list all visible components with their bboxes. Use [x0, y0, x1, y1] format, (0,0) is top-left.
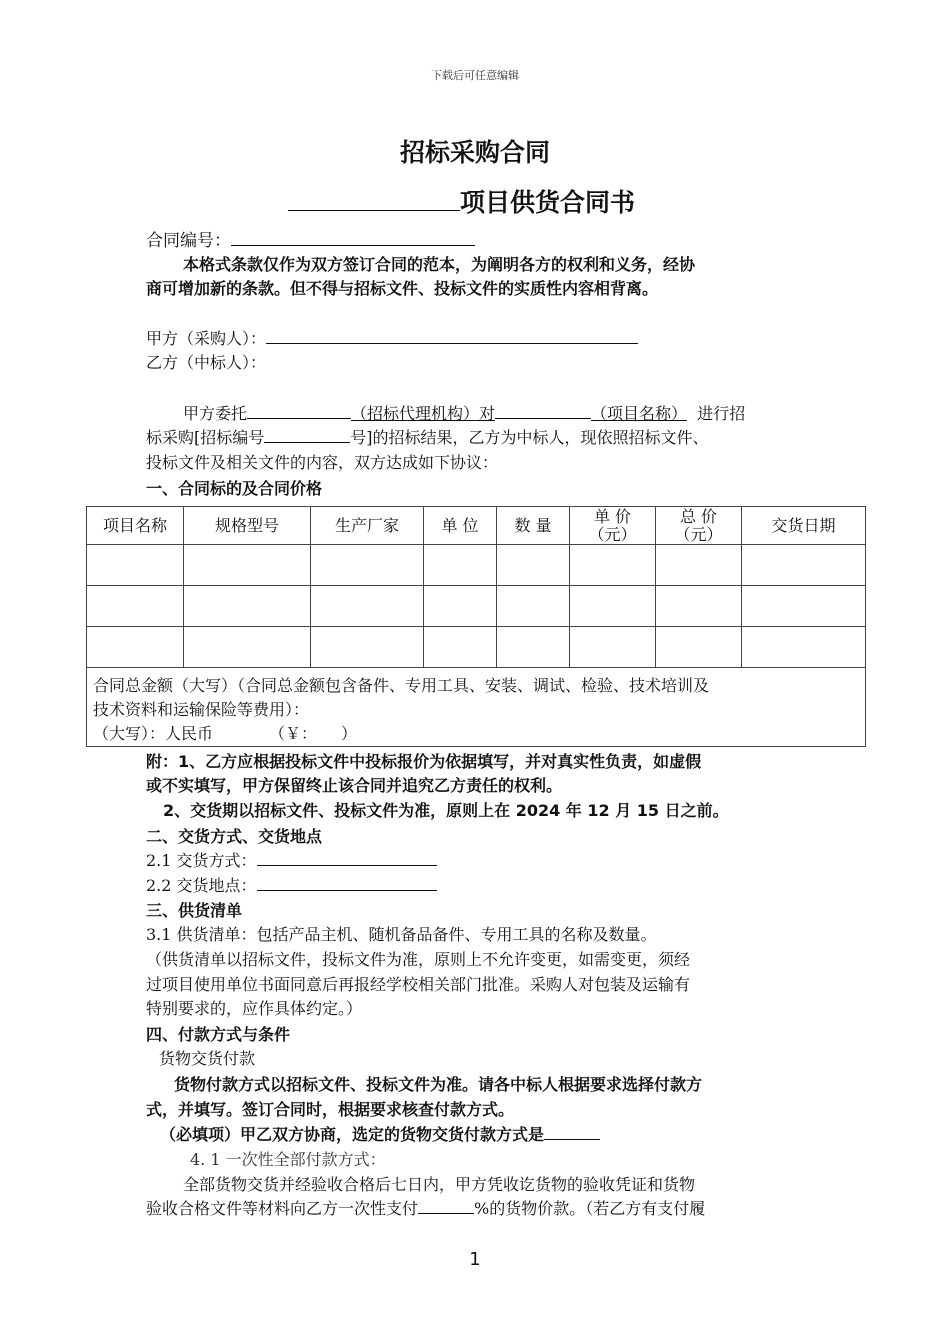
page-header: 下载后可任意编辑 — [431, 69, 519, 82]
table-cell[interactable] — [570, 627, 656, 668]
delivery-method-label: 2.1 交货方式： — [146, 851, 257, 870]
table-cell[interactable] — [742, 586, 866, 627]
entrust-text-a: 甲方委托 — [183, 404, 248, 423]
entrust-text-c: （项目名称） — [591, 404, 688, 423]
total-text-3: （大写）：人民币 （￥： ） — [93, 724, 358, 743]
notice-line-2: 商可增加新的条款。但不得与招标文件、投标文件的实质性内容相背离。 — [146, 279, 659, 298]
delivery-place-line — [146, 873, 437, 896]
agency-blank[interactable] — [247, 402, 351, 419]
payment-choice-line — [160, 1122, 600, 1145]
header-total-price: 总 价 （元） — [656, 507, 742, 545]
entrust-text-f: 号]的招标结果，乙方为中标人，现依照招标文件、 — [350, 428, 709, 447]
entrust-text-d: 进行招 — [697, 404, 746, 423]
table-cell[interactable] — [742, 545, 866, 586]
header-spec-model: 规格型号 — [184, 507, 311, 545]
table-cell[interactable] — [311, 627, 424, 668]
contract-number-blank[interactable] — [231, 228, 475, 246]
entrust-line-2 — [146, 425, 709, 448]
table-cell[interactable] — [424, 545, 497, 586]
delivery-method-line — [146, 848, 437, 871]
table-total-row — [87, 668, 866, 747]
table-cell[interactable] — [497, 545, 570, 586]
payment-detail-line-1: 全部货物交货并经验收合格后七日内，甲方凭收讫货物的验收凭证和货物 — [183, 1175, 696, 1194]
table-cell[interactable] — [742, 627, 866, 668]
note-2: 2、交货期以招标文件、投标文件为准，原则上在 2024 年 12 月 15 日之前。 — [163, 801, 729, 820]
entrust-text-b: （招标代理机构）对 — [351, 404, 496, 423]
party-a-line — [146, 326, 638, 349]
payment-choice-label: （必填项）甲乙双方协商，选定的货物交货付款方式是 — [160, 1125, 545, 1144]
section-1-heading: 一、合同标的及合同价格 — [146, 479, 323, 498]
table-cell[interactable] — [184, 586, 311, 627]
table-cell[interactable] — [184, 545, 311, 586]
project-name-blank[interactable] — [288, 185, 460, 211]
payment-detail-line-2 — [146, 1196, 705, 1219]
payment-percent-blank[interactable] — [418, 1197, 474, 1214]
table-cell[interactable] — [87, 586, 184, 627]
entrust-text-e: 标采购[招标编号 — [146, 428, 265, 447]
supply-list-line-4: 特别要求的，应作具体约定。） — [146, 999, 363, 1018]
section-2-heading: 二、交货方式、交货地点 — [146, 827, 323, 846]
payment-bold-line-1: 货物付款方式以招标文件、投标文件为准。请各中标人根据要求选择付款方 — [174, 1075, 703, 1094]
table-cell[interactable] — [311, 586, 424, 627]
header-item-name: 项目名称 — [87, 507, 184, 545]
table-cell[interactable] — [656, 545, 742, 586]
table-cell[interactable] — [424, 627, 497, 668]
table-cell[interactable] — [656, 627, 742, 668]
payment-subheading: 货物交货付款 — [159, 1049, 256, 1068]
total-text-1: 合同总金额（大写）（合同总金额包含备件、专用工具、安装、调试、检验、技术培训及 — [93, 676, 710, 695]
tender-number-blank[interactable] — [264, 426, 350, 443]
table-cell[interactable] — [87, 627, 184, 668]
party-a-label: 甲方（采购人）： — [146, 329, 267, 348]
payment-detail-text-b: %的货物价款。（若乙方有支付履 — [474, 1199, 706, 1218]
entrust-line-3: 投标文件及相关文件的内容，双方达成如下协议： — [146, 453, 499, 472]
table-row — [87, 586, 866, 627]
header-delivery-date: 交货日期 — [742, 507, 866, 545]
supply-list-line-1: 3.1 供货清单：包括产品主机、随机备品备件、专用工具的名称及数量。 — [146, 925, 657, 944]
header-quantity: 数 量 — [497, 507, 570, 545]
table-row — [87, 545, 866, 586]
delivery-place-label: 2.2 交货地点： — [146, 876, 257, 895]
party-b-label: 乙方（中标人）： — [146, 353, 267, 372]
supply-list-line-2: （供货清单以招标文件，投标文件为准，原则上不允许变更，如需变更，须经 — [146, 950, 691, 969]
section-4-heading: 四、付款方式与条件 — [146, 1025, 291, 1044]
note-1-line-1: 附：1、乙方应根据投标文件中投标报价为依据填写，并对真实性负责，如虚假 — [146, 752, 702, 771]
table-cell[interactable] — [311, 545, 424, 586]
table-row — [87, 627, 866, 668]
notice-line-1: 本格式条款仅作为双方签订合同的范本，为阐明各方的权利和义务，经协 — [183, 255, 696, 274]
table-cell[interactable] — [424, 586, 497, 627]
contract-total-cell[interactable] — [87, 668, 866, 747]
delivery-method-blank[interactable] — [257, 849, 437, 866]
table-cell[interactable] — [87, 545, 184, 586]
table-cell[interactable] — [497, 627, 570, 668]
table-cell[interactable] — [497, 586, 570, 627]
supply-list-line-3: 过项目使用单位书面同意后再报经学校相关部门批准。采购人对包装及运输有 — [146, 975, 691, 994]
document-subtitle — [288, 183, 635, 219]
payment-choice-blank[interactable] — [544, 1123, 600, 1140]
entrust-spacer — [687, 404, 697, 423]
project-blank[interactable] — [495, 402, 591, 419]
table-cell[interactable] — [570, 545, 656, 586]
payment-detail-text-a: 验收合格文件等材料向乙方一次性支付 — [146, 1199, 419, 1218]
table-header-row — [87, 507, 866, 545]
header-unit: 单 位 — [424, 507, 497, 545]
note-1-line-2: 或不实填写，甲方保留终止该合同并追究乙方责任的权利。 — [146, 776, 563, 795]
delivery-place-blank[interactable] — [257, 874, 437, 891]
table-cell[interactable] — [656, 586, 742, 627]
payment-bold-line-2: 式，并填写。签订合同时，根据要求核查付款方式。 — [146, 1100, 515, 1119]
subtitle-text: 项目供货合同书 — [460, 188, 636, 217]
header-unit-price: 单 价 （元） — [570, 507, 656, 545]
entrust-line-1 — [183, 401, 745, 424]
header-manufacturer: 生产厂家 — [311, 507, 424, 545]
table-cell[interactable] — [184, 627, 311, 668]
page-number: 1 — [469, 1249, 481, 1270]
contract-items-table — [86, 506, 866, 747]
document-title: 招标采购合同 — [399, 138, 550, 167]
contract-number-label: 合同编号： — [146, 231, 231, 251]
payment-option-4-1: 4. 1 一次性全部付款方式： — [190, 1150, 386, 1169]
section-3-heading: 三、供货清单 — [146, 901, 243, 920]
total-text-2: 技术资料和运输保险等费用）： — [93, 700, 310, 719]
party-a-blank[interactable] — [266, 327, 638, 344]
table-cell[interactable] — [570, 586, 656, 627]
contract-number-line — [146, 226, 475, 251]
